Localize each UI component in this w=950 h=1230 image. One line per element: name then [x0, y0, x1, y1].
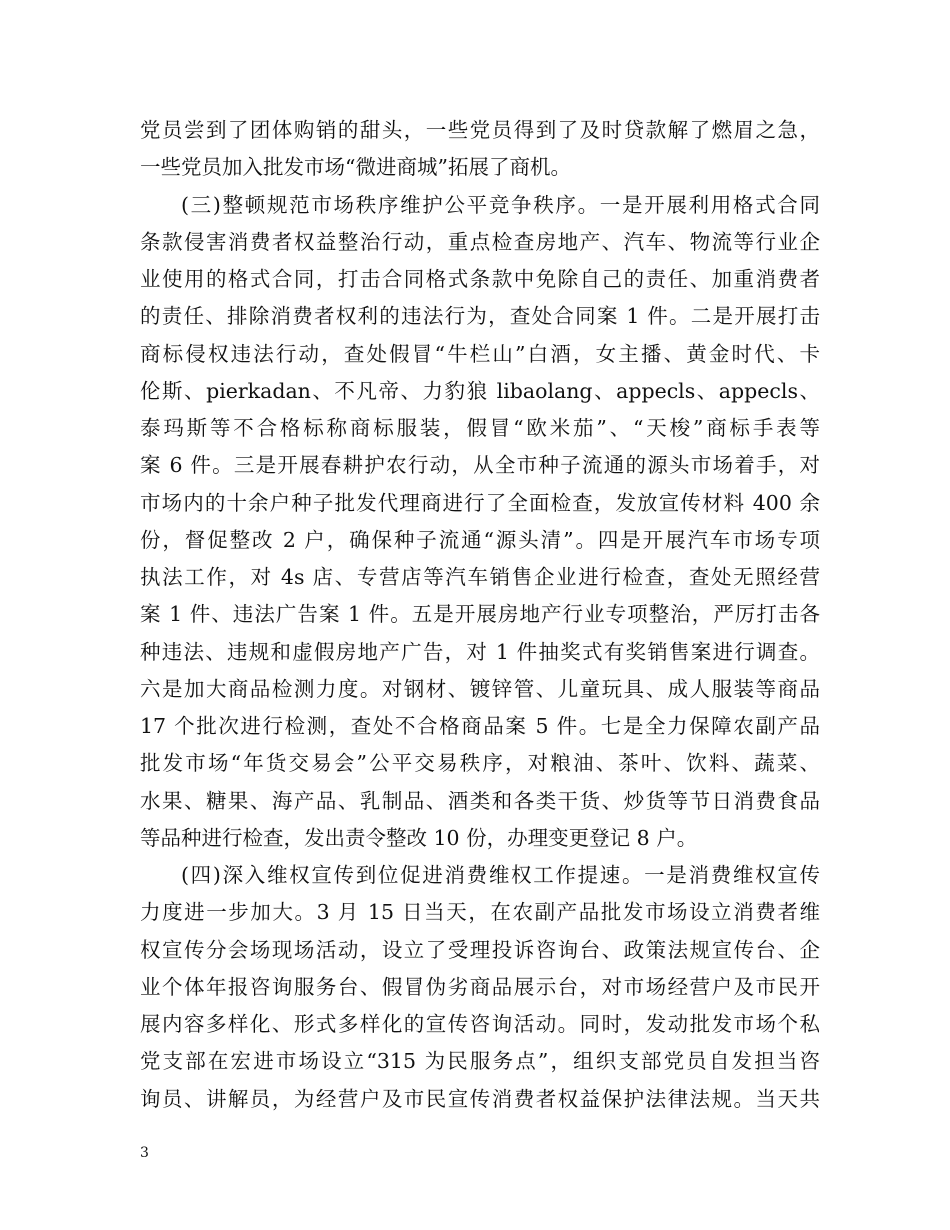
- document-body: [140, 112, 820, 1118]
- text-line: 泰玛斯等不合格标称商标服装，假冒“欧米茄”、“天梭”商标手表等: [140, 416, 820, 440]
- text-line: 种违法、违规和虚假房地产广告，对 1 件抽奖式有奖销售案进行调查。: [140, 639, 820, 664]
- text-line: 伦斯、pierkadan、不凡帝、力豹狼 libaolang、appecls、appecls、: [140, 378, 820, 403]
- text-line: 力度进一步加大。3 月 15 日当天，在农副产品批发市场设立消费者维: [140, 900, 820, 925]
- text-line: 询员、讲解员，为经营户及市民宣传消费者权益保护法律法规。当天共: [140, 1086, 820, 1111]
- text-line: 党支部在宏进市场设立“315 为民服务点”，组织支部党员自发担当咨: [140, 1049, 820, 1074]
- text-line: 六是加大商品检测力度。对钢材、镀锌管、儿童玩具、成人服装等商品: [140, 676, 820, 701]
- text-line: 业使用的格式合同，打击合同格式条款中免除自己的责任、加重消费者: [140, 267, 820, 291]
- paragraph-start-line: (四)深入维权宣传到位促进消费维权工作提速。一是消费维权宣传: [181, 863, 820, 887]
- text-line: 一些党员加入批发市场“微进商城”拓展了商机。: [140, 155, 571, 180]
- text-line: 水果、糖果、海产品、乳制品、酒类和各类干货、炒货等节日消费食品: [140, 788, 820, 813]
- text-line: 案 1 件、违法广告案 1 件。五是开展房地产行业专项整治，严厉打击各: [140, 602, 820, 627]
- paragraph-start-line: (三)整顿规范市场秩序维护公平竞争秩序。一是开展利用格式合同: [181, 192, 820, 217]
- text-line: 的责任、排除消费者权利的违法行为，查处合同案 1 件。二是开展打击: [140, 304, 820, 329]
- text-line: 权宣传分会场现场活动，设立了受理投诉咨询台、政策法规宣传台、企: [140, 937, 820, 962]
- text-line: 条款侵害消费者权益整治行动，重点检查房地产、汽车、物流等行业企: [140, 229, 820, 254]
- text-line: 市场内的十余户种子批发代理商进行了全面检查，发放宣传材料 400 余: [140, 490, 820, 515]
- text-line: 商标侵权违法行动，查处假冒“牛栏山”白酒，女主播、黄金时代、卡: [140, 341, 820, 366]
- text-line: 份，督促整改 2 户，确保种子流通“源头清”。四是开展汽车市场专项: [140, 527, 820, 552]
- page-number: 3: [140, 1145, 149, 1161]
- text-line: 批发市场“年货交易会”公平交易秩序，对粮油、茶叶、饮料、蔬菜、: [140, 751, 820, 776]
- text-line: 案 6 件。三是开展春耕护农行动，从全市种子流通的源头市场着手，对: [140, 453, 820, 478]
- text-line: 业个体年报咨询服务台、假冒伪劣商品展示台，对市场经营户及市民开: [140, 974, 820, 999]
- text-line: 执法工作，对 4s 店、专营店等汽车销售企业进行检查，查处无照经营: [140, 565, 820, 589]
- text-line: 党员尝到了团体购销的甜头，一些党员得到了及时贷款解了燃眉之急，: [140, 118, 820, 142]
- text-line: 17 个批次进行检测，查处不合格商品案 5 件。七是全力保障农副产品: [140, 714, 820, 738]
- text-line: 等品种进行检查，发出责令整改 10 份，办理变更登记 8 户。: [140, 825, 698, 850]
- text-line: 展内容多样化、形式多样化的宣传咨询活动。同时，发动批发市场个私: [140, 1012, 820, 1036]
